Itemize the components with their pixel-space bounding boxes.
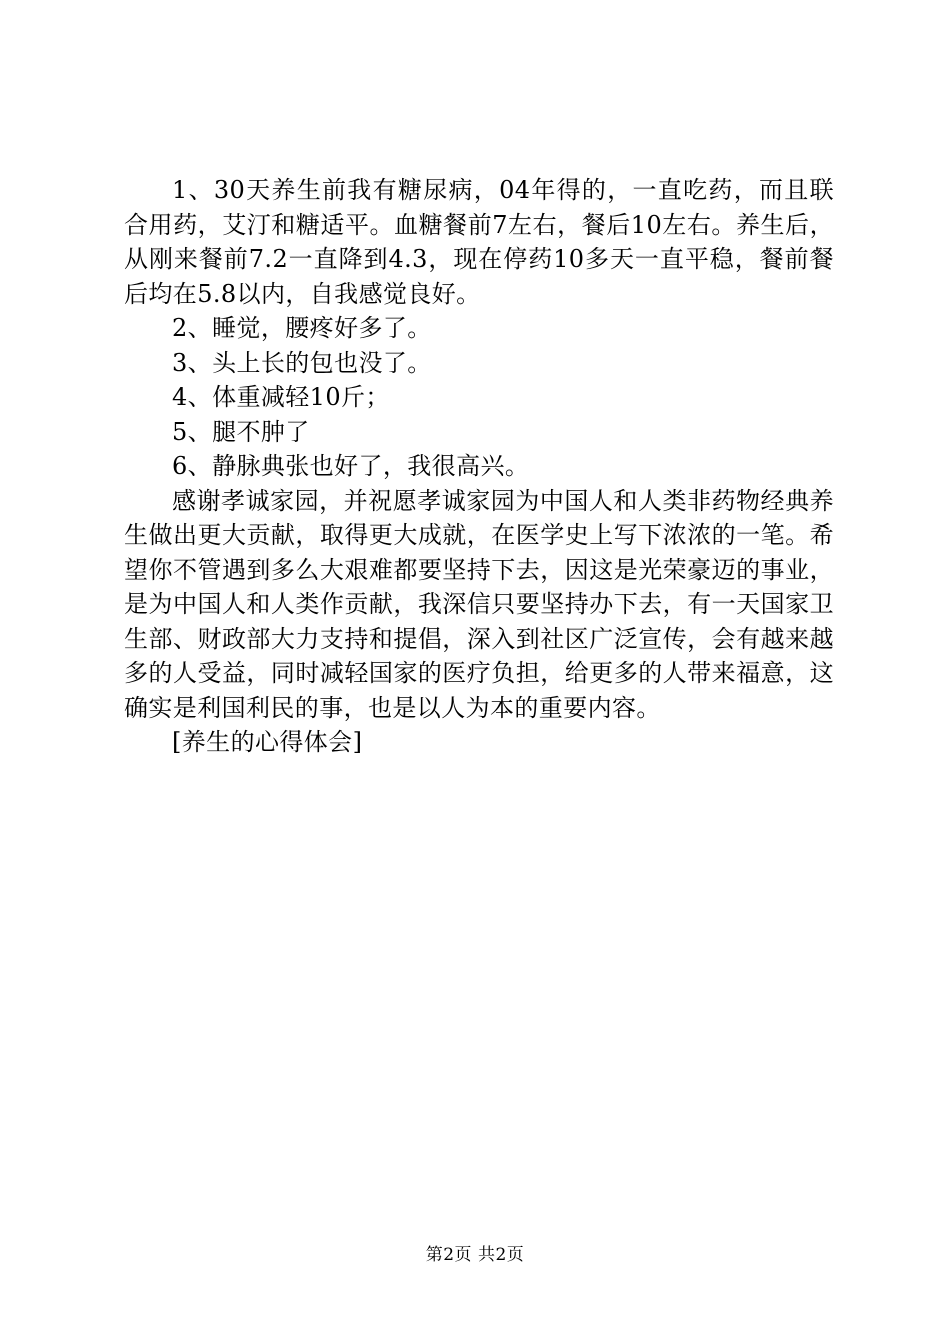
paragraph-item-4: 4、体重减轻10斤； [172,383,390,411]
paragraph-item-3: 3、头上长的包也没了。 [172,348,432,377]
thanks-paragraph: 感谢孝诚家园，并祝愿孝诚家园为中国人和人类非药物经典养生做出更大贡献，取得更大成就，在医学史上写下浓浓的一笔。希望你不管遇到多么大艰难都要坚持下去，因这是光荣豪迈的事业，是为中国人和人类作贡献，我深信只要坚持办下去，有一天国家卫生部、财政部大力支持和提倡，深入到社区广泛宣传，会有越来越多的人受益，同时减轻国家的医疗负担，给更多的人带来福意，这确实是利国利民的事，也是以人为本的重要内容。 [124,486,834,722]
paragraph-item-5: 5、腿不肿了 [172,417,310,446]
closing-title: [养生的心得体会] [172,728,363,756]
document-body [124,173,834,760]
paragraph-item-6: 6、静脉典张也好了，我很高兴。 [172,452,530,480]
paragraph-item-1: 1、30天养生前我有糖尿病，04年得的，一直吃药，而且联合用药，艾汀和糖适平。血糖餐前7左右，餐后10左右。养生后，从刚来餐前7.2一直降到4.3，现在停药10多天一直平稳，餐前餐后均在5.8以内，自我感觉良好。 [124,176,834,308]
paragraph-item-2: 2、睡觉，腰疼好多了。 [172,314,432,342]
page-footer: 第2页 共2页 [425,1245,525,1265]
